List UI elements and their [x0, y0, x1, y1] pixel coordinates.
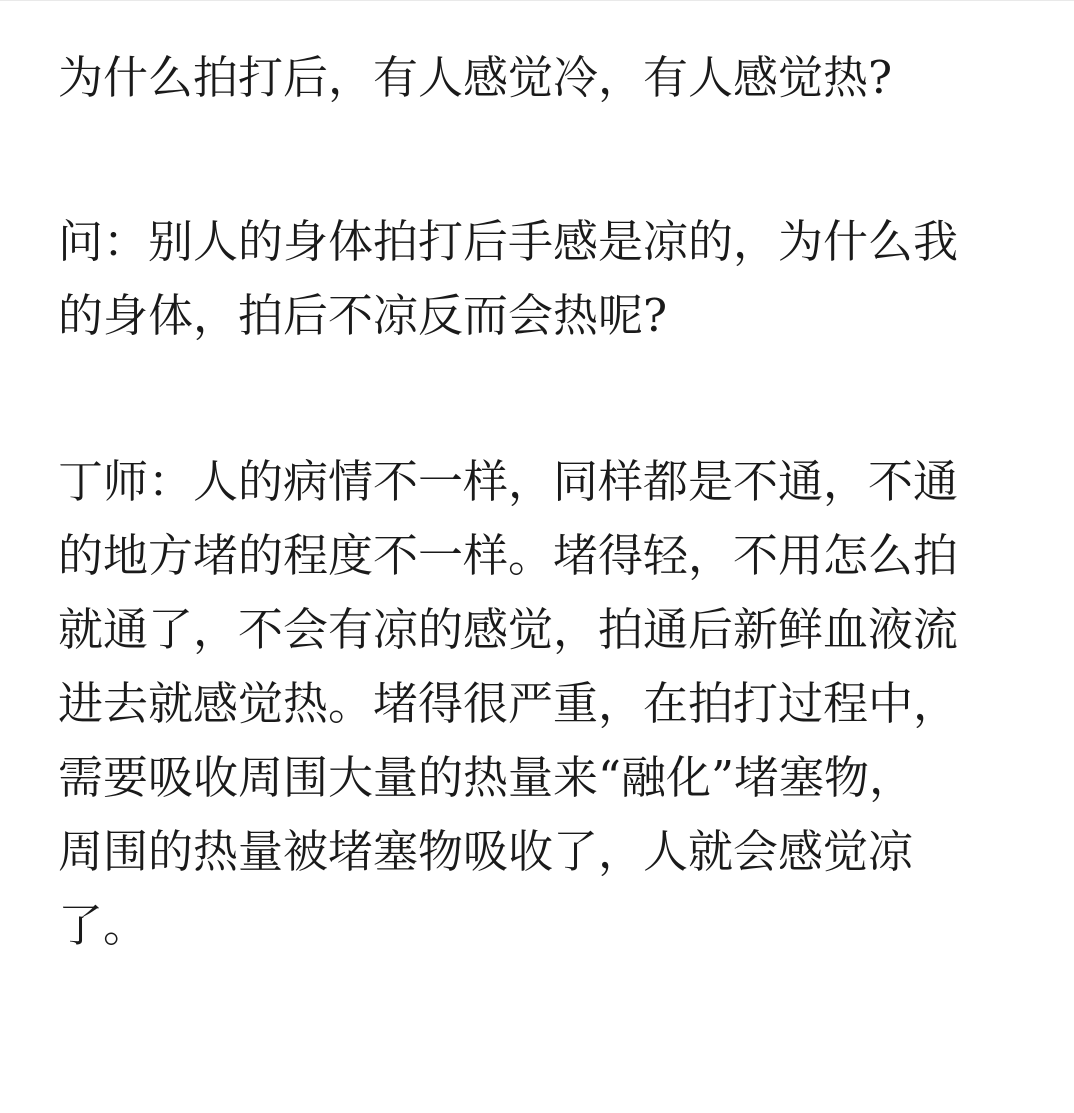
answer-line: 就通了，不会有凉的感觉，拍通后新鲜血液流 — [58, 603, 959, 656]
question-paragraph — [58, 205, 1026, 353]
title-line: 为什么拍打后，有人感觉冷，有人感觉热? — [58, 51, 893, 104]
question-line: 问：别人的身体拍打后手感是凉的，为什么我 — [58, 215, 959, 268]
question-line: 的身体，拍后不凉反而会热呢? — [58, 289, 668, 342]
answer-line: 需要吸收周围大量的热量来“融化”堵塞物， — [58, 751, 915, 804]
answer-line: 周围的热量被堵塞物吸收了，人就会感觉凉 — [58, 825, 914, 878]
article-title — [58, 41, 1026, 115]
answer-line: 进去就感觉热。堵得很严重，在拍打过程中， — [58, 677, 959, 730]
answer-line: 丁师：人的病情不一样，同样都是不通，不通 — [58, 455, 959, 508]
article-body — [58, 41, 1026, 963]
answer-line: 了。 — [58, 899, 149, 952]
answer-line: 的地方堵的程度不一样。堵得轻，不用怎么拍 — [58, 529, 959, 582]
answer-paragraph — [58, 445, 1026, 963]
